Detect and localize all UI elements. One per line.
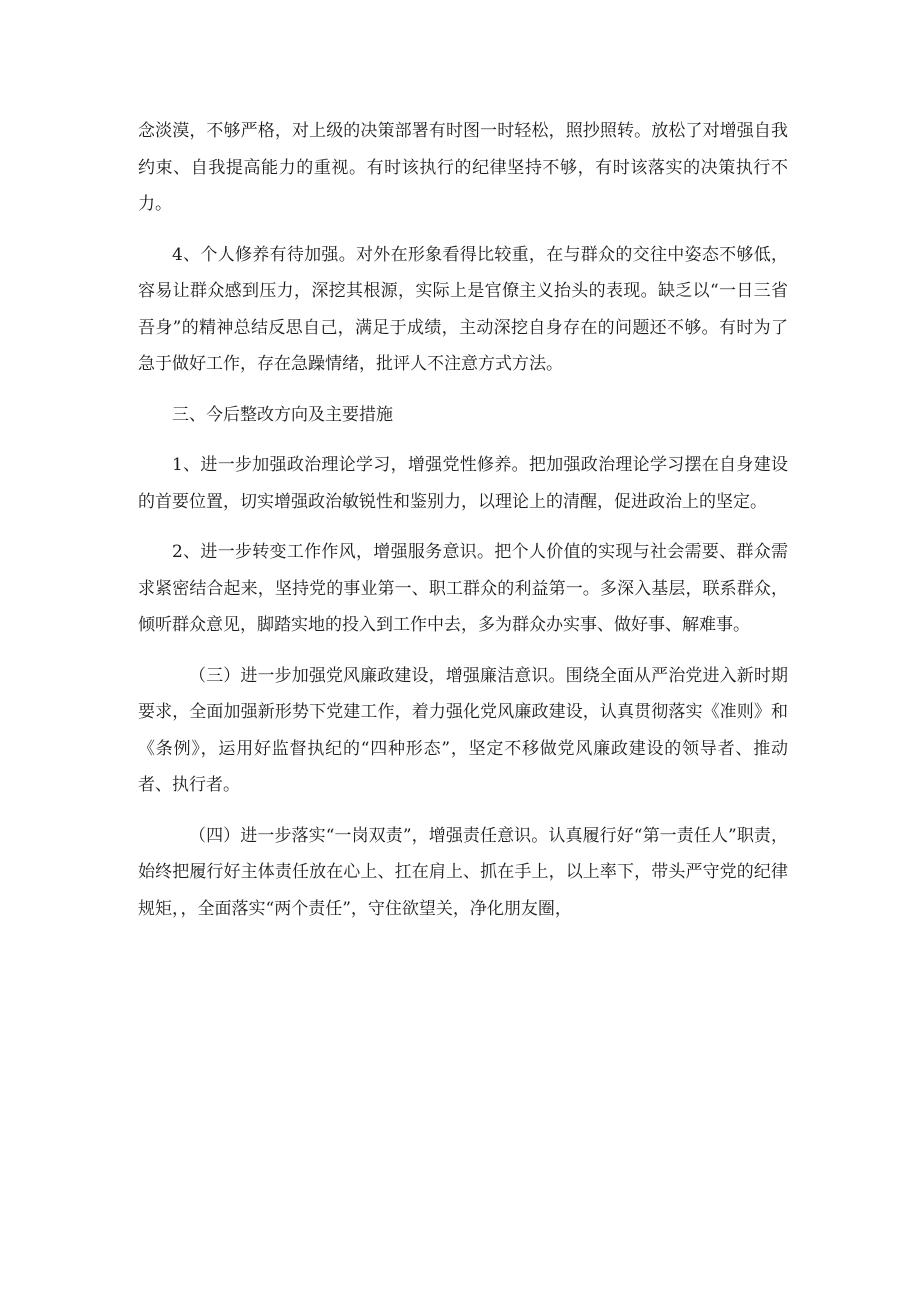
paragraph-measure-2: 2、进一步转变工作作风，增强服务意识。把个人价值的实现与社会需要、群众需求紧密结合起来，坚持党的事业第一、职工群众的利益第一。多深入基层，联系群众，倾听群众意见，脚踏实地的投入到工作中去，多为群众办实事、做好事、解难事。: [138, 542, 788, 635]
section-heading-3: 三、今后整改方向及主要措施: [172, 404, 393, 425]
document-body: [138, 113, 788, 941]
paragraph-continuation: 念淡漠，不够严格，对上级的决策部署有时图一时轻松，照抄照转。放松了对增强自我约束、自我提高能力的重视。有时该执行的纪律坚持不够，有时该落实的决策执行不力。: [138, 121, 788, 214]
paragraph-item-4: 4、个人修养有待加强。对外在形象看得比较重，在与群众的交往中姿态不够低，容易让群众感到压力，深挖其根源，实际上是官僚主义抬头的表现。缺乏以“一日三省吾身”的精神总结反思自己，满足于成绩，主动深挖自身存在的问题还不够。有时为了急于做好工作，存在急躁情绪，批评人不注意方式方法。: [138, 244, 788, 374]
paragraph-measure-4: （四）进一步落实“一岗双责”，增强责任意识。认真履行好“第一责任人”职责，始终把履行好主体责任放在心上、扛在肩上、抓在手上，以上率下，带头严守党的纪律规矩，，全面落实“两个责任”，守住欲望关，净化朋友圈，: [138, 825, 788, 919]
paragraph-measure-3: （三）进一步加强党风廉政建设，增强廉洁意识。围绕全面从严治党进入新时期要求，全面加强新形势下党建工作，着力强化党风廉政建设，认真贯彻落实《准则》和《条例》，运用好监督执纪的“四种形态”，坚定不移做党风廉政建设的领导者、推动者、执行者。: [138, 665, 788, 795]
paragraph-measure-1: 1、进一步加强政治理论学习，增强党性修养。把加强政治理论学习摆在自身建设的首要位置，切实增强政治敏锐性和鉴别力，以理论上的清醒，促进政治上的坚定。: [138, 455, 788, 512]
